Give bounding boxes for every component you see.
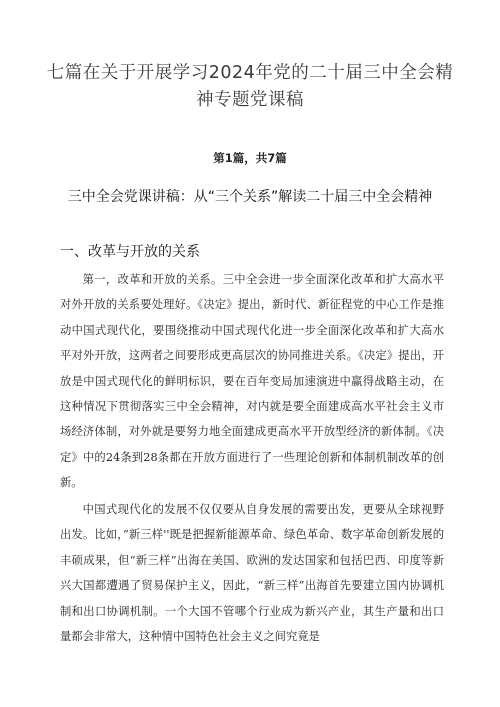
body-paragraph: 中国式现代化的发展不仅仅要从自身发展的需要出发，更要从全球视野出发。比如，”新三样''既是把握新能源革命、绿色革命、数字革命创新发展的丰硕成果，但“新三样”出海在美国、欧洲的发达国家和包括巴西、印度等新兴大国都遭遇了贸易保护主义，因此，“新三样”出海首先要建立国内协调机制和出口协调机制。一个大国不管哪个行业成为新兴产业，其生产量和出口量都会非常大，这种情中国特色社会主义之间究竟是 <box>60 503 444 644</box>
body-paragraph: 第一，改革和开放的关系。三中全会进一步全面深化改革和扩大高水平对外开放的关系要处理好。《决定》提出，新时代、新征程党的中心工作是推动中国式现代化，要围绕推动中国式现代化进一步全面深化改革和扩大高水平对外开放，这两者之间要形成更高层次的协同推进关系。《决定》提出，开放是中国式现代化的鲜明标识，要在百年变局加速演进中赢得战略主动，在这种情况下贯彻落实三中全会精神，对内就是要全面建成高水平社会主义市场经济体制，对外就是要努力地全面建成更高水平开放型经济的新体制。《决定》中的24条到28条都在开放方面进行了一些理论创新和体制机制改革的创新。 <box>60 273 444 490</box>
section-title: 三中全会党课讲稿：从“三个关系”解读二十届三中全会精神 <box>67 189 433 205</box>
page-indicator: 第1篇，共7篇 <box>213 151 287 165</box>
section-heading: 一、改革与开放的关系 <box>60 244 200 260</box>
document-title: 七篇在关于开展学习2024年党的二十届三中全会精神专题党课稿 <box>46 63 454 110</box>
